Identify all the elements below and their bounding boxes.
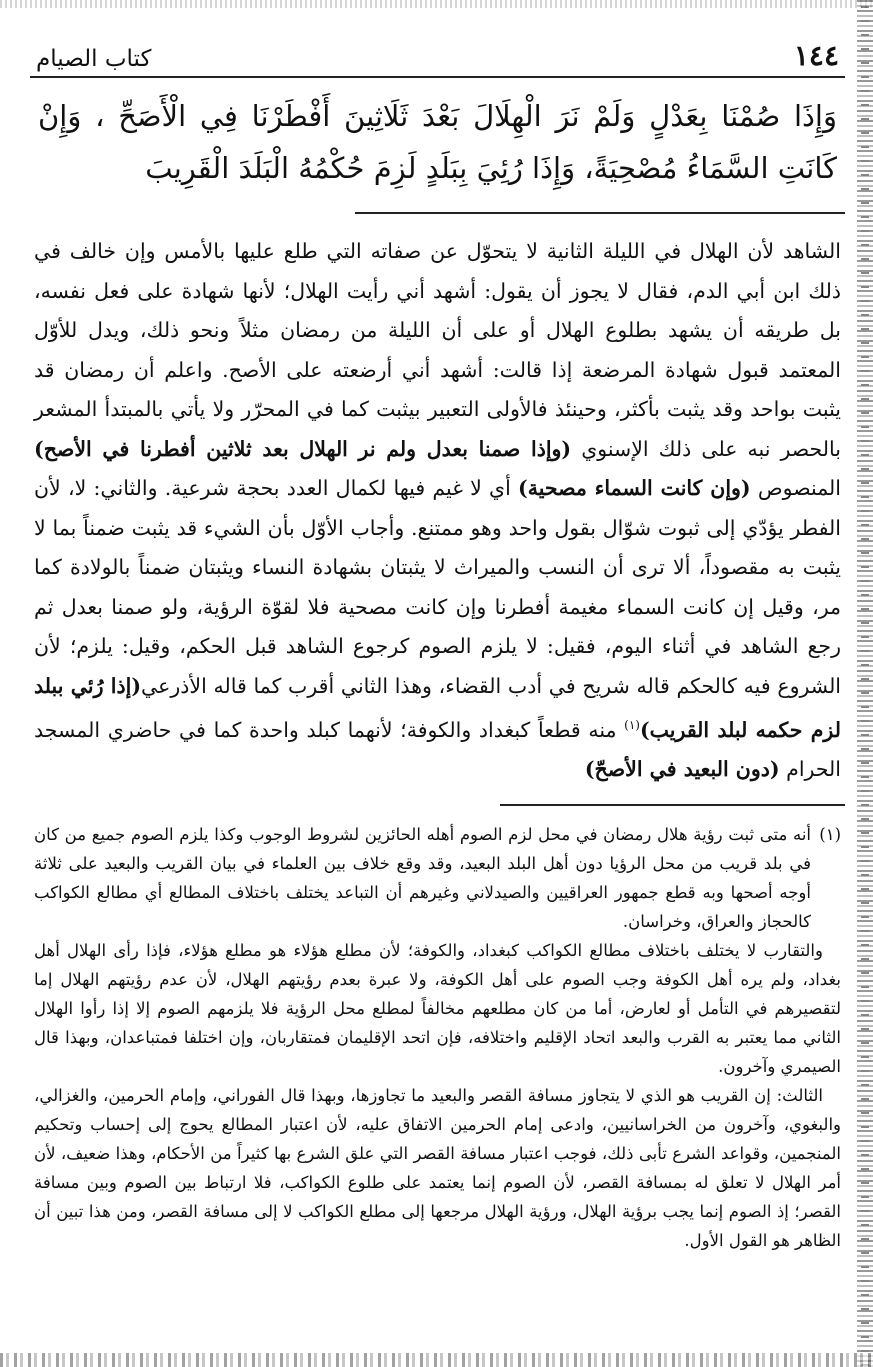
commentary-text: المنصوص — [757, 476, 841, 500]
matn-quote: (إذا رُئي ببلد لزم حكمه لبلد القريب) — [34, 673, 841, 742]
matn-quote: (وإذا صمنا بعدل ولم نر الهلال بعد ثلاثين أفطرنا في الأصح) — [34, 436, 572, 461]
footnote-reference[interactable]: (١) — [624, 718, 640, 732]
commentary-text: أي لا غيم فيها لكمال العدد بحجة شرعية. والثاني: لا، لأن الفطر يؤدّي إلى ثبوت شوّال بقول واحد وهو ممتنع. وأجاب الأوّل بأن الشيء قد يثبت ضمناً بما لا يثبت به مقصوداً، ألا ترى أن النسب والميراث لا يثبتان بشهادة النساء ويثبتان ضمناً بالولادة كما مر، وقيل إن كانت السماء مغيمة أفطرنا وإن كانت مصحية فلا لقوّة الرؤية، ولو صمنا بعدل ثم رجع الشاهد في أثناء اليوم، فقيل: لا يلزم الصوم كرجوع الشاهد قبل الحكم، وقيل: يلزم؛ لأن الشروع فيه كالحكم قاله شريح في أدب القضاء، وهذا الثاني أقرب كما قاله الأذرعي — [34, 476, 842, 698]
page-number: ١٤٤ — [793, 39, 839, 72]
footnote-separator — [500, 804, 845, 806]
footnotes — [30, 820, 845, 1255]
matn-quote: (وإن كانت السماء مصحية) — [518, 476, 751, 500]
footnote-paragraph: والتقارب لا يختلف باختلاف مطالع الكواكب كبغداد، والكوفة؛ لأن مطلع هؤلاء هو مطلع هؤلاء، فإذا رأى الهلال أهل بغداد، ولم يره أهل الكوفة وجب الصوم على أهل الكوفة، ولا عبرة بعدم رؤيتهم الهلال، لأن عدم رؤيتهم الهلال إما لتقصيرهم في التأمل أو لعارض، أما من كان مطلعهم مخالفاً لمطلع محل الرؤية فلا يلزمهم الصوم إلا إذا رأوا الهلال الثاني مما يعتبر به القرب والبعد اتحاد الإقليم واختلافه، فإن اتحد الإقليمان فمتقاربان، وإن اختلفا فمتباعدان، وبهذا قال الصيمري وآخرون. — [34, 940, 841, 1076]
commentary-text: منه قطعاً كبغداد والكوفة؛ لأنهما كبلد واحدة كما في حاضري المسجد الحرام — [34, 717, 841, 782]
commentary-text: الشاهد لأن الهلال في الليلة الثانية لا يتحوّل عن صفاته التي طلع عليها بالأمس وإن خالف في ذلك ابن أبي الدم، فقال لا يجوز أن يقول: أشهد أني رأيت الهلال؛ لأنها شهادة على فعل نفسه، بل طريقه أن يشهد بطلوع الهلال أو على أن الليلة من رمضان مثلاً ونحو ذلك، ويدل للأوّل المعتمد قبول شهادة المرضعة إذا قالت: أشهد أني أرضعته على الأصح. واعلم أن رمضان قد يثبت بواحد وقد يثبت بأكثر، وحينئذ فالأولى التعبير بيثبت كما في المحرّر ولا يأتي بالمبتدأ المشعر بالحصر نبه على ذلك الإسنوي — [34, 239, 841, 461]
right-border-ornament — [857, 0, 873, 1367]
book-page — [30, 30, 845, 1255]
matn-text: وَإِذَا صُمْنَا بِعَدْلٍ وَلَمْ نَرَ الْهِلَالَ بَعْدَ ثَلَاثِينَ أَفْطَرْنَا فِي الْأَصَحِّ ، وَإِنْ كَانَتِ السَّمَاءُ مُصْحِيَةً، وَإِذَا رُئِيَ بِبَلَدٍ لَزِمَ حُكْمُهُ الْبَلَدَ الْقَرِيبَ — [38, 99, 837, 185]
footnote-paragraph: الثالث: إن القريب هو الذي لا يتجاوز مسافة القصر والبعيد ما تجاوزها، وبهذا قال الفوراني، وإمام الحرمين، والغزالي، والبغوي، وآخرون من الخراسانيين، وادعى إمام الحرمين الاتفاق عليه، لأن اعتبار المطالع يحوج إلى إحساب وتحكيم المنجمين، وقواعد الشرع تأبى ذلك، فوجب اعتبار مسافة القصر التي علق الشرع بها كثيراً من الأحكام، وهذا ضعيف، لأن أمر الهلال لا تعلق له بمسافة القصر، لأن الصوم إنما يعتمد على طلوع الكواكب، فلا ارتباط بين الصوم وبين مسافة القصر؛ إذ الصوم إنما يجب برؤية الهلال، ورؤية الهلال مرجعها إلى مطلع الكواكب لا إلى مسافة القصر، ومن هذا تبين أن الظاهر هو القول الأول. — [34, 1085, 841, 1250]
footnote-item — [34, 820, 841, 936]
commentary — [30, 232, 845, 790]
top-border-ornament — [0, 0, 873, 8]
footnote-paragraph: أنه متى ثبت رؤية هلال رمضان في محل لزم الصوم أهله الحائزين لشروط الوجوب وكذا يلزم الصوم جميع من كان في بلد قريب من محل الرؤيا دون أهل البلد البعيد، وقد وقع خلاف بين العلماء في بيان القريب والبعيد على ثلاثة أوجه أصحها وبه قطع جمهور العراقيين والصيدلاني وغيرهم أن التباعد يختلف باختلاف المطالع أي مطالع الكواكب كالحجاز والعراق، وخراسان. — [34, 824, 811, 931]
running-title: كتاب الصيام — [36, 46, 152, 72]
footnote-number: (١) — [819, 824, 841, 844]
page-header — [30, 30, 845, 78]
matn-quote: (دون البعيد في الأصحّ) — [584, 757, 780, 782]
bottom-border-ornament — [0, 1353, 873, 1367]
matn-separator — [355, 212, 845, 214]
